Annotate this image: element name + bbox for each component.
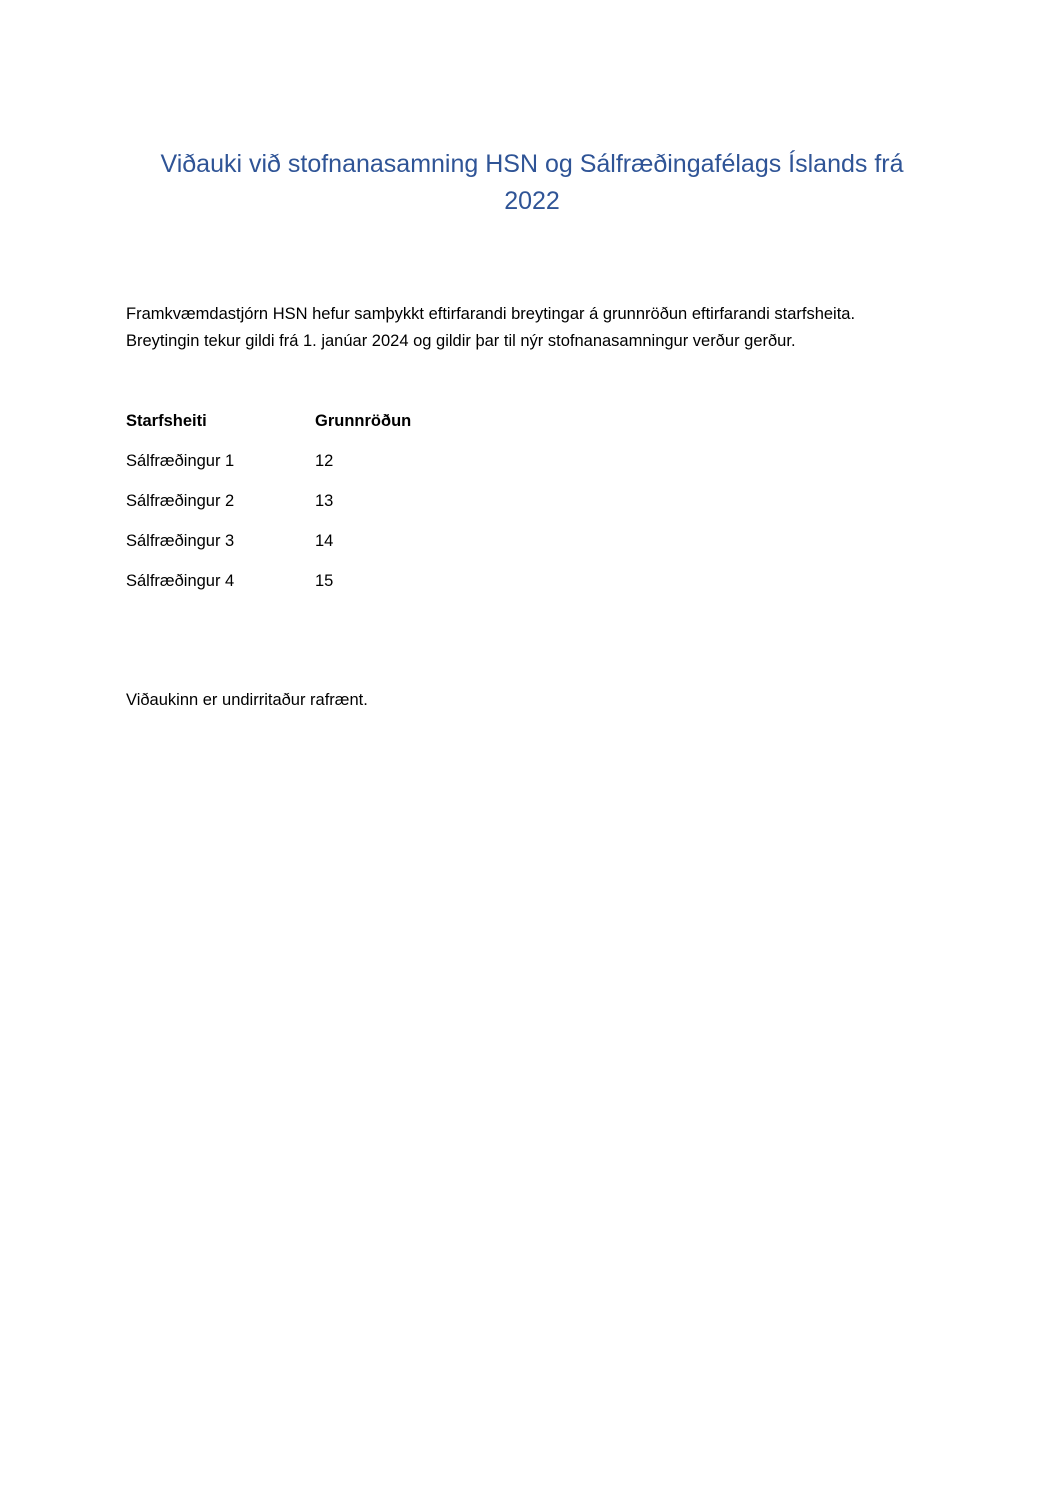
cell-grade: 14 [315,532,334,550]
intro-line-1: Framkvæmdastjórn HSN hefur samþykkt eftirfarandi breytingar á grunnröðun eftirfarandi starfsheita. [126,305,856,323]
grading-table [126,408,546,608]
document-title [126,146,938,220]
table-row [126,488,546,528]
cell-title: Sálfræðingur 2 [126,492,235,510]
cell-grade: 13 [315,492,334,510]
closing-statement: Viðaukinn er undirritaður rafrænt. [126,691,368,709]
table-row [126,568,546,608]
title-line-2: 2022 [504,187,560,215]
cell-grade: 12 [315,452,334,470]
title-line-1: Viðauki við stofnanasamning HSN og Sálfræðingafélags Íslands frá [160,150,904,178]
cell-title: Sálfræðingur 3 [126,532,235,550]
intro-paragraph [126,301,946,355]
cell-title: Sálfræðingur 4 [126,572,235,590]
header-starfsheiti: Starfsheiti [126,412,207,430]
table-header-row [126,408,546,448]
header-grunnrodun: Grunnröðun [315,412,412,430]
table-row [126,528,546,568]
table-row [126,448,546,488]
cell-title: Sálfræðingur 1 [126,452,235,470]
intro-line-2: Breytingin tekur gildi frá 1. janúar 2024 og gildir þar til nýr stofnanasamningur verður gerður. [126,332,796,350]
cell-grade: 15 [315,572,334,590]
